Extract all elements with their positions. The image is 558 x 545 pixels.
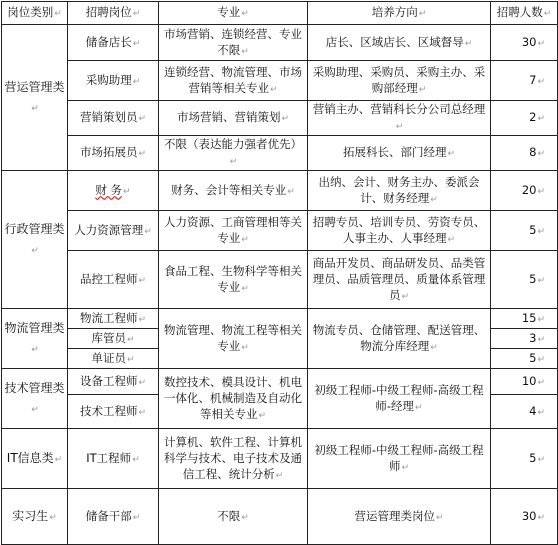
position-cell: 营销策划员↵ xyxy=(68,101,159,136)
position-cell: 人力资源管理↵ xyxy=(68,211,159,251)
direction-cell: 拓展科长、部门经理↵ xyxy=(308,136,491,171)
major-cell: 数控技术、模具设计、机电一体化、机械制造及自动化等相关专业↵ xyxy=(159,369,308,429)
count-cell: 20↵ xyxy=(491,171,558,211)
table-row xyxy=(2,171,558,211)
count-cell: 10↵ xyxy=(491,369,558,395)
header-position: 招聘岗位↵ xyxy=(68,2,159,25)
position-cell: 技术工程师↵ xyxy=(68,395,159,429)
count-cell: 2↵ xyxy=(491,101,558,136)
header-category: 岗位类别↵ xyxy=(2,2,68,25)
category-cell: 技术管理类↵ xyxy=(2,369,68,429)
header-direction: 培养方向↵ xyxy=(308,2,491,25)
category-cell: IT信息类↵ xyxy=(2,429,68,489)
major-cell: 不限↵ xyxy=(159,489,308,545)
recruitment-table xyxy=(1,1,558,545)
table-row xyxy=(2,429,558,489)
table-row xyxy=(2,136,558,171)
major-cell: 市场营销、连锁经营、专业不限↵ xyxy=(159,25,308,61)
count-cell: 15↵ xyxy=(491,309,558,329)
position-cell: 储备店长↵ xyxy=(68,25,159,61)
major-cell: 计算机、软件工程、计算机科学与技术、电子技术及通信工程、统计分析↵ xyxy=(159,429,308,489)
position-cell: 品控工程师↵ xyxy=(68,251,159,309)
position-cell: 财 务↵ xyxy=(68,171,159,211)
header-row xyxy=(2,2,558,25)
header-major: 专业↵ xyxy=(159,2,308,25)
position-cell: 储备干部↵ xyxy=(68,489,159,545)
direction-cell: 招聘专员、培训专员、劳资专员、人事主办、人事经理↵ xyxy=(308,211,491,251)
position-cell: 物流工程师↵ xyxy=(68,309,159,329)
direction-cell: 营销主办、营销科长分公司总经理↵ xyxy=(308,101,491,136)
table-row xyxy=(2,61,558,101)
table-row xyxy=(2,369,558,395)
position-cell: 市场拓展员↵ xyxy=(68,136,159,171)
direction-cell: 初级工程师-中级工程师-高级工程师↵ xyxy=(308,429,491,489)
count-cell: 5↵ xyxy=(491,349,558,369)
position-cell: IT工程师↵ xyxy=(68,429,159,489)
direction-cell: 商品开发员、商品研发员、品类管理员、品质管理员、质量体系管理员↵ xyxy=(308,251,491,309)
major-cell: 连锁经营、物流管理、市场营销等相关专业↵ xyxy=(159,61,308,101)
major-cell: 市场营销、营销策划↵ xyxy=(159,101,308,136)
category-cell: 行政管理类↵ xyxy=(2,171,68,309)
direction-cell: 店长、区域店长、区域督导↵ xyxy=(308,25,491,61)
direction-cell: 采购助理、采购员、采购主办、采购部经理↵ xyxy=(308,61,491,101)
table-row xyxy=(2,25,558,61)
count-cell: 30↵ xyxy=(491,489,558,545)
count-cell: 4↵ xyxy=(491,395,558,429)
count-cell: 5↵ xyxy=(491,251,558,309)
category-cell: 实习生↵ xyxy=(2,489,68,545)
table-row xyxy=(2,489,558,545)
table-row xyxy=(2,251,558,309)
direction-cell: 营运管理类岗位↵ xyxy=(308,489,491,545)
table-row xyxy=(2,211,558,251)
table-row xyxy=(2,309,558,329)
position-cell: 库管员↵ xyxy=(68,329,159,349)
header-count: 招聘人数↵ xyxy=(491,2,558,25)
position-cell: 采购助理↵ xyxy=(68,61,159,101)
count-cell: 5↵ xyxy=(491,211,558,251)
count-cell: 8↵ xyxy=(491,136,558,171)
count-cell: 30↵ xyxy=(491,25,558,61)
count-cell: 7↵ xyxy=(491,61,558,101)
major-cell: 不限（表达能力强者优先）↵ xyxy=(159,136,308,171)
direction-cell: 初级工程师-中级工程师-高级工程师-经理↵ xyxy=(308,369,491,429)
direction-cell: 出纳、会计、财务主办、委派会计、财务经理↵ xyxy=(308,171,491,211)
major-cell: 财务、会计等相关专业↵ xyxy=(159,171,308,211)
table-row xyxy=(2,101,558,136)
category-cell: 营运管理类↵ xyxy=(2,25,68,171)
major-cell: 人力资源、工商管理相等关专业↵ xyxy=(159,211,308,251)
count-cell: 5↵ xyxy=(491,429,558,489)
position-cell: 设备工程师↵ xyxy=(68,369,159,395)
count-cell: 3↵ xyxy=(491,329,558,349)
category-cell: 物流管理类↵ xyxy=(2,309,68,369)
position-cell: 单证员↵ xyxy=(68,349,159,369)
major-cell: 物流管理、物流工程等相关专业↵ xyxy=(159,309,308,369)
major-cell: 食品工程、生物科学等相关专业↵ xyxy=(159,251,308,309)
direction-cell: 物流专员、仓储管理、配送管理、物流分库经理↵ xyxy=(308,309,491,369)
